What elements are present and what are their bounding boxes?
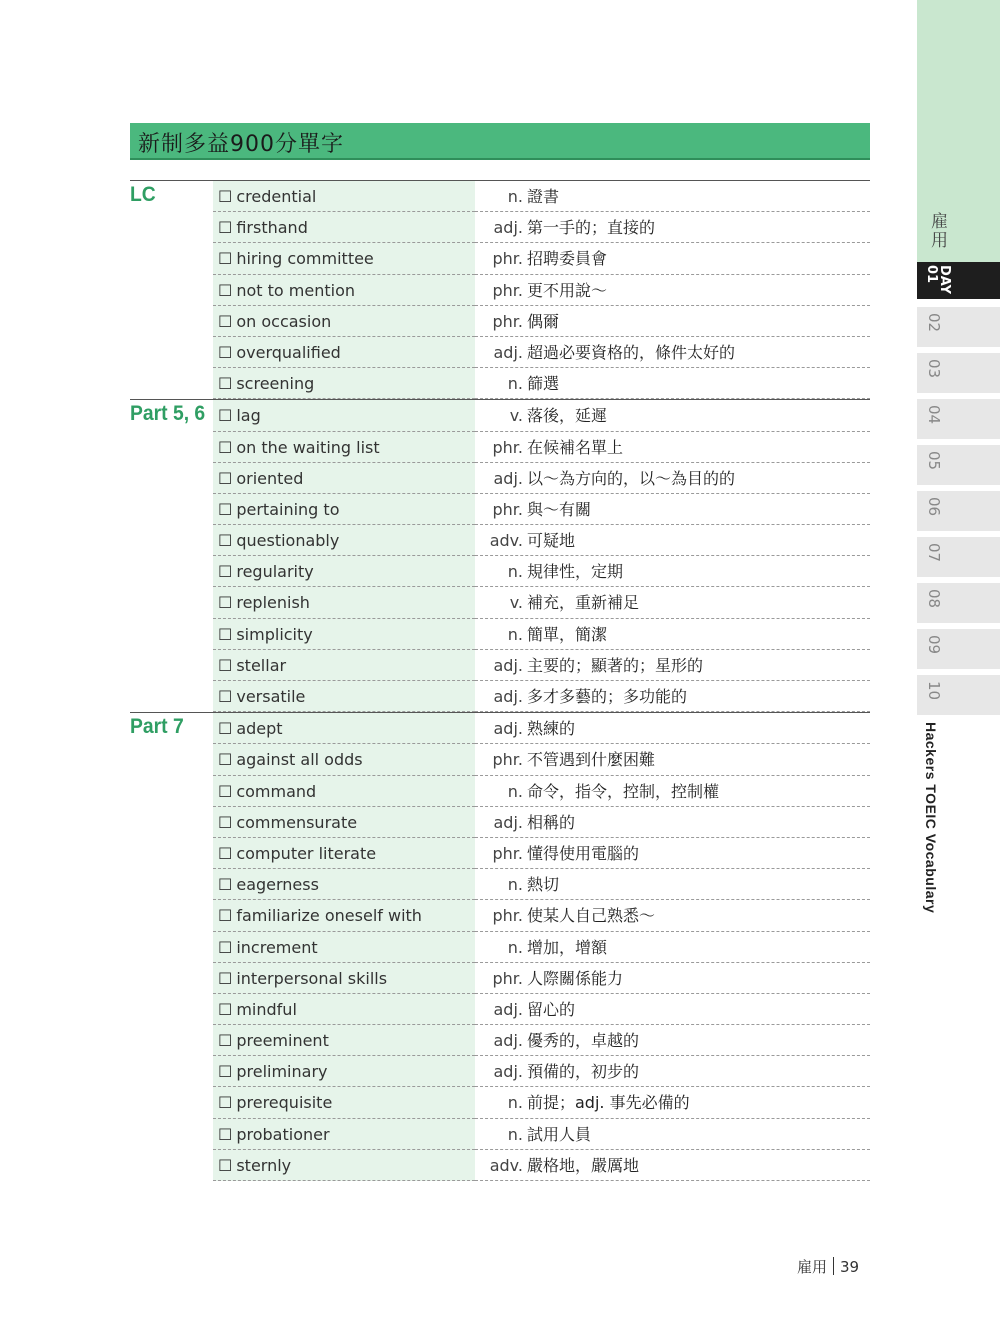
brand-text: Hackers TOEIC Vocabulary [923, 722, 939, 914]
section-label: LC [130, 183, 156, 206]
checkbox-icon[interactable]: ☐ [218, 937, 233, 957]
vocab-term [213, 243, 475, 274]
tab-label: 03 [925, 359, 943, 379]
section-label: Part 7 [130, 715, 184, 739]
part-of-speech: adj. [493, 218, 523, 238]
definition-text: 更不用說～ [527, 280, 608, 300]
term-text: not to mention [236, 280, 355, 300]
vocab-definition [475, 713, 870, 744]
vocab-row [130, 212, 870, 243]
checkbox-icon[interactable]: ☐ [218, 437, 233, 457]
vocab-row [130, 1025, 870, 1056]
vocab-term [213, 1056, 475, 1087]
part-of-speech: v. [509, 406, 523, 426]
vocab-definition [475, 368, 870, 399]
term-text: mindful [236, 999, 297, 1019]
part-of-speech: phr. [492, 437, 523, 457]
checkbox-icon[interactable]: ☐ [218, 781, 233, 801]
term-text: computer literate [236, 843, 377, 863]
part-of-speech: n. [507, 781, 523, 801]
definition-text: 熟練的 [527, 719, 576, 739]
term-text: hiring committee [236, 249, 374, 269]
checkbox-icon[interactable]: ☐ [218, 499, 233, 519]
checkbox-icon[interactable]: ☐ [218, 655, 233, 675]
vocab-definition [475, 963, 870, 994]
definition-text: 人際關係能力 [527, 968, 624, 988]
term-text: versatile [236, 687, 306, 706]
term-text: adept [236, 719, 283, 739]
definition-text: 以～為方向的，以～為目的的 [527, 468, 736, 488]
checkbox-icon[interactable]: ☐ [218, 468, 233, 488]
vocab-term [213, 838, 475, 869]
checkbox-icon[interactable]: ☐ [218, 249, 233, 269]
definition-text: 嚴格地，嚴厲地 [527, 1155, 640, 1175]
part-of-speech: adj. [493, 1031, 523, 1051]
term-text: increment [236, 937, 318, 957]
footer-chapter: 雇用 [797, 1258, 828, 1276]
part-of-speech: adj. [493, 999, 523, 1019]
tab-day-07[interactable] [917, 537, 1000, 577]
definition-text: 懂得使用電腦的 [527, 843, 640, 863]
vocab-row [130, 337, 870, 368]
vocab-row [130, 306, 870, 337]
checkbox-icon[interactable]: ☐ [218, 687, 233, 706]
vocab-definition [475, 807, 870, 838]
tab-day-08[interactable] [917, 583, 1000, 623]
vocab-definition [475, 1025, 870, 1056]
vocab-definition [475, 337, 870, 368]
definition-text: 補充，重新補足 [527, 593, 640, 613]
part-of-speech: n. [507, 562, 523, 582]
tab-label: 08 [925, 589, 943, 609]
sidebar-category-block [917, 0, 1000, 262]
definition-text: 證書 [527, 187, 560, 206]
definition-text: 簡單，簡潔 [527, 624, 608, 644]
vocab-term [213, 463, 475, 494]
vocab-definition [475, 587, 870, 618]
vocab-definition [475, 212, 870, 243]
tab-label: 10 [925, 681, 943, 701]
vocab-term [213, 963, 475, 994]
sidebar-category: 雇用 [927, 212, 947, 250]
vocab-term [213, 275, 475, 306]
vocab-term [213, 587, 475, 618]
part-of-speech: adv. [489, 1155, 523, 1175]
term-text: command [236, 781, 317, 801]
checkbox-icon[interactable]: ☐ [218, 593, 233, 613]
vocab-term [213, 432, 475, 463]
checkbox-icon[interactable]: ☐ [218, 968, 233, 988]
vocab-row [130, 400, 870, 431]
definition-text: 增加，增額 [527, 937, 608, 957]
vocab-term [213, 1025, 475, 1056]
part-of-speech: adj. [493, 1062, 523, 1082]
vocab-definition [475, 1150, 870, 1181]
vocab-definition [475, 619, 870, 650]
vocab-term [213, 1087, 475, 1118]
vocab-term [213, 650, 475, 681]
vocab-row [130, 932, 870, 963]
page-title-bar [130, 123, 870, 160]
vocab-term [213, 494, 475, 525]
vocab-term [213, 1119, 475, 1150]
part-of-speech: phr. [492, 311, 523, 331]
vocab-row [130, 650, 870, 681]
vocab-row [130, 994, 870, 1025]
vocab-row [130, 525, 870, 556]
vocab-term [213, 713, 475, 744]
term-text: probationer [236, 1124, 330, 1144]
vocab-definition [475, 525, 870, 556]
tab-day-01[interactable] [917, 262, 1000, 299]
part-of-speech: n. [507, 1093, 523, 1113]
term-text: eagerness [236, 875, 319, 895]
vocab-definition [475, 181, 870, 212]
vocab-row [130, 275, 870, 306]
vocab-row [130, 681, 870, 712]
definition-text: 多才多藝的；多功能的 [527, 687, 688, 706]
part-of-speech: n. [507, 1124, 523, 1144]
checkbox-icon[interactable]: ☐ [218, 999, 233, 1019]
part-of-speech: phr. [492, 968, 523, 988]
term-text: replenish [236, 593, 310, 613]
term-text: screening [236, 374, 315, 394]
checkbox-icon[interactable]: ☐ [218, 1124, 233, 1144]
term-text: simplicity [236, 624, 313, 644]
vocab-row [130, 619, 870, 650]
definition-text: 不管遇到什麼困難 [527, 750, 656, 770]
tab-label: 05 [925, 451, 943, 471]
part-of-speech: adj. [493, 687, 523, 706]
vocab-section [130, 712, 870, 1181]
vocab-definition [475, 869, 870, 900]
vocab-row [130, 869, 870, 900]
tab-day-09[interactable] [917, 629, 1000, 669]
vocab-row [130, 713, 870, 744]
vocab-row [130, 1056, 870, 1087]
part-of-speech: adv. [489, 531, 523, 551]
tab-day-03[interactable] [917, 353, 1000, 393]
checkbox-icon[interactable]: ☐ [218, 624, 233, 644]
vocab-definition [475, 494, 870, 525]
vocab-definition [475, 463, 870, 494]
vocab-term [213, 1150, 475, 1181]
term-text: firsthand [236, 218, 308, 238]
part-of-speech: n. [507, 937, 523, 957]
vocab-row [130, 368, 870, 399]
checkbox-icon[interactable]: ☐ [218, 719, 233, 739]
vocab-row [130, 807, 870, 838]
footer-divider [833, 1257, 834, 1275]
definition-text: 預備的，初步的 [527, 1062, 640, 1082]
page-footer [797, 1256, 859, 1277]
vocab-term [213, 525, 475, 556]
checkbox-icon[interactable]: ☐ [218, 1155, 233, 1175]
vocab-term [213, 807, 475, 838]
term-text: lag [236, 406, 261, 426]
vocab-definition [475, 243, 870, 274]
vocab-section [130, 399, 870, 712]
vocab-row [130, 556, 870, 587]
part-of-speech: n. [507, 187, 523, 206]
page-number: 39 [840, 1258, 860, 1276]
vocabulary-table [130, 180, 870, 1181]
vocab-row [130, 243, 870, 274]
vocab-row [130, 963, 870, 994]
vocab-row [130, 1150, 870, 1181]
checkbox-icon[interactable]: ☐ [218, 218, 233, 238]
term-text: prerequisite [236, 1093, 333, 1113]
tab-day-06[interactable] [917, 491, 1000, 531]
part-of-speech: adj. [493, 468, 523, 488]
vocab-term [213, 744, 475, 775]
tab-day-10[interactable] [917, 675, 1000, 715]
vocab-term [213, 869, 475, 900]
vocab-term [213, 900, 475, 931]
vocab-term [213, 994, 475, 1025]
checkbox-icon[interactable]: ☐ [218, 187, 233, 206]
tab-day-04[interactable] [917, 399, 1000, 439]
checkbox-icon[interactable]: ☐ [218, 531, 233, 551]
vocab-definition [475, 556, 870, 587]
checkbox-icon[interactable]: ☐ [218, 843, 233, 863]
vocab-term [213, 306, 475, 337]
part-of-speech: n. [507, 374, 523, 394]
vocab-definition [475, 900, 870, 931]
term-text: preliminary [236, 1062, 328, 1082]
part-of-speech: adj. [493, 655, 523, 675]
vocab-row [130, 776, 870, 807]
vocab-term [213, 556, 475, 587]
term-text: sternly [236, 1155, 292, 1175]
vocab-section [130, 180, 870, 399]
vocab-definition [475, 400, 870, 431]
term-text: preeminent [236, 1031, 329, 1051]
vocab-definition [475, 681, 870, 712]
checkbox-icon[interactable]: ☐ [218, 750, 233, 770]
tab-label: 06 [925, 497, 943, 517]
definition-text: 使某人自己熟悉～ [527, 906, 656, 926]
part-of-speech: phr. [492, 906, 523, 926]
checkbox-icon[interactable]: ☐ [218, 812, 233, 832]
vocab-term [213, 181, 475, 212]
section-label: Part 5, 6 [130, 402, 206, 426]
vocab-definition [475, 306, 870, 337]
vocab-definition [475, 838, 870, 869]
definition-text: 試用人員 [527, 1124, 592, 1144]
page-title: 新制多益900分單字 [138, 132, 344, 157]
tab-label: 07 [925, 543, 943, 563]
part-of-speech: adj. [493, 719, 523, 739]
vocab-definition [475, 1056, 870, 1087]
vocab-term [213, 212, 475, 243]
definition-text: 偶爾 [527, 311, 560, 331]
term-text: stellar [236, 655, 287, 675]
chapter-sidebar [917, 0, 1000, 1341]
vocab-definition [475, 776, 870, 807]
tab-label: 04 [925, 405, 943, 425]
vocab-definition [475, 432, 870, 463]
checkbox-icon[interactable]: ☐ [218, 1062, 233, 1082]
definition-text: 相稱的 [527, 812, 576, 832]
vocab-term [213, 400, 475, 431]
part-of-speech: phr. [492, 750, 523, 770]
definition-text: 規律性，定期 [527, 562, 624, 582]
definition-text: 與～有關 [527, 499, 592, 519]
definition-text: 第一手的；直接的 [527, 218, 656, 238]
checkbox-icon[interactable]: ☐ [218, 562, 233, 582]
term-text: regularity [236, 562, 314, 582]
vocab-row [130, 838, 870, 869]
vocab-definition [475, 1087, 870, 1118]
vocab-term [213, 932, 475, 963]
definition-text: 留心的 [527, 999, 576, 1019]
vocab-definition [475, 650, 870, 681]
term-text: questionably [236, 531, 340, 551]
tab-day-02[interactable] [917, 307, 1000, 347]
checkbox-icon[interactable]: ☐ [218, 906, 233, 926]
definition-text: 篩選 [527, 374, 560, 394]
vocab-definition [475, 744, 870, 775]
definition-text: 熱切 [527, 875, 560, 895]
definition-text: 可疑地 [527, 531, 576, 551]
vocab-definition [475, 932, 870, 963]
checkbox-icon[interactable]: ☐ [218, 1031, 233, 1051]
part-of-speech: adj. [493, 812, 523, 832]
term-text: overqualified [236, 342, 341, 362]
part-of-speech: phr. [492, 499, 523, 519]
vocab-term [213, 337, 475, 368]
vocab-row [130, 432, 870, 463]
vocab-term [213, 776, 475, 807]
definition-text: 前提；adj. 事先必備的 [527, 1093, 690, 1113]
definition-text: 主要的；顯著的；星形的 [527, 655, 704, 675]
vocab-term [213, 368, 475, 399]
checkbox-icon[interactable]: ☐ [218, 406, 233, 426]
part-of-speech: adj. [493, 342, 523, 362]
tab-label: 09 [925, 635, 943, 655]
definition-text: 招聘委員會 [527, 249, 608, 269]
vocab-row [130, 900, 870, 931]
tab-day-01-label: DAY 01 [924, 265, 952, 295]
checkbox-icon[interactable]: ☐ [218, 1093, 233, 1113]
term-text: familiarize oneself with [236, 906, 422, 926]
term-text: against all odds [236, 750, 363, 770]
vocab-row [130, 494, 870, 525]
vocab-definition [475, 275, 870, 306]
term-text: oriented [236, 468, 304, 488]
checkbox-icon[interactable]: ☐ [218, 311, 233, 331]
part-of-speech: v. [509, 593, 523, 613]
vocab-definition [475, 1119, 870, 1150]
vocab-row [130, 744, 870, 775]
term-text: pertaining to [236, 499, 340, 519]
term-text: commensurate [236, 812, 358, 832]
checkbox-icon[interactable]: ☐ [218, 280, 233, 300]
term-text: interpersonal skills [236, 968, 388, 988]
vocab-term [213, 619, 475, 650]
vocab-row [130, 1087, 870, 1118]
definition-text: 命令，指令，控制，控制權 [527, 781, 720, 801]
tab-label: 02 [925, 313, 943, 333]
part-of-speech: phr. [492, 249, 523, 269]
definition-text: 優秀的，卓越的 [527, 1031, 640, 1051]
part-of-speech: n. [507, 875, 523, 895]
vocab-row [130, 1119, 870, 1150]
vocab-row [130, 463, 870, 494]
term-text: on occasion [236, 311, 332, 331]
part-of-speech: n. [507, 624, 523, 644]
checkbox-icon[interactable]: ☐ [218, 875, 233, 895]
tab-day-05[interactable] [917, 445, 1000, 485]
term-text: on the waiting list [236, 437, 380, 457]
vocab-row [130, 181, 870, 212]
definition-text: 落後，延遲 [527, 406, 608, 426]
checkbox-icon[interactable]: ☐ [218, 342, 233, 362]
term-text: credential [236, 187, 317, 206]
part-of-speech: phr. [492, 843, 523, 863]
vocab-term [213, 681, 475, 712]
definition-text: 在候補名單上 [527, 437, 624, 457]
definition-text: 超過必要資格的，條件太好的 [527, 342, 736, 362]
part-of-speech: phr. [492, 280, 523, 300]
vocab-definition [475, 994, 870, 1025]
vocab-row [130, 587, 870, 618]
checkbox-icon[interactable]: ☐ [218, 374, 233, 394]
